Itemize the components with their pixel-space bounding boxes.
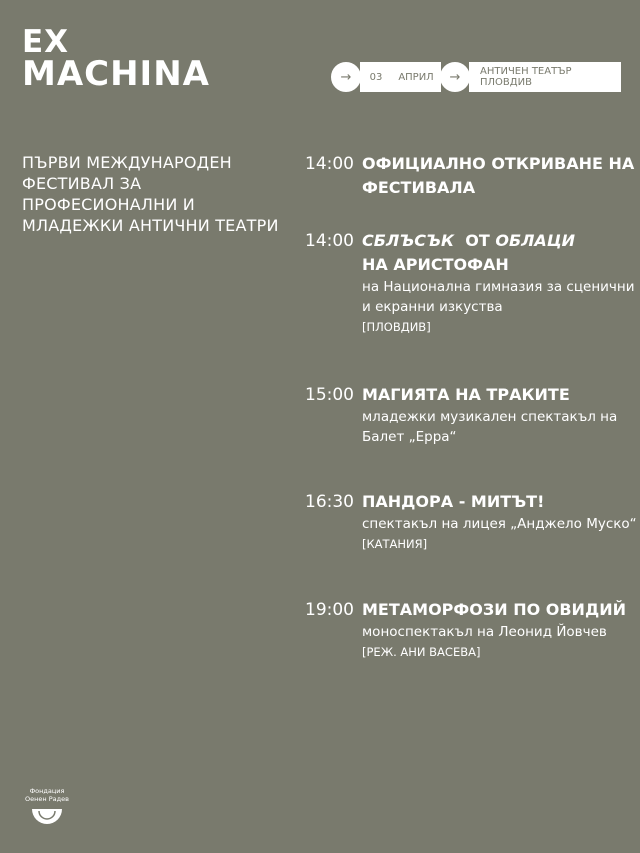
event-time: 19:00 [305,600,354,620]
month-label: АПРИЛ [391,62,441,92]
event-time: 16:30 [305,492,354,512]
day-label: 03 [360,62,392,92]
event-description: младежки музикален спектакъл на Балет „Ерра“ [362,409,618,445]
event-time: 14:00 [305,154,354,174]
event-title-part: СБЛЪСЪК [362,231,455,250]
event-note: [ПЛОВДИВ] [362,320,431,334]
event-description: на Национална гимназия за сценични и екранни изкуства [362,279,635,315]
date-venue-bar [331,62,620,92]
logo-line-2: MACHINA [22,54,210,94]
event-title [362,229,637,277]
festival-logo [22,24,210,94]
arrow-right-icon[interactable]: → [440,62,470,92]
event-time: 14:00 [305,231,354,251]
venue-label: АНТИЧЕН ТЕАТЪР ПЛОВДИВ [469,62,621,92]
arrow-right-icon[interactable]: → [331,62,361,92]
event-title-part: НА АРИСТОФАН [362,255,509,274]
foundation-line-1: Фондация [29,787,65,795]
foundation-emblem-icon [30,807,64,831]
event-note: [РЕЖ. АНИ ВАСЕВА] [362,645,481,659]
event-note: [КАТАНИЯ] [362,537,428,551]
event-time: 15:00 [305,385,354,405]
event-title-part: ОТ [465,231,490,250]
logo-line-1: EX [22,24,70,60]
festival-subtitle: ПЪРВИ МЕЖДУНАРОДЕН ФЕСТИВАЛ ЗА ПРОФЕСИОНАЛНИ И МЛАДЕЖКИ АНТИЧНИ ТЕАТРИ [22,153,279,235]
foundation-logo [20,787,74,831]
event-title: ПАНДОРА - МИТЪТ! [362,492,545,511]
event-title: МЕТАМОРФОЗИ ПО ОВИДИЙ [362,600,626,619]
event-title: МАГИЯТА НА ТРАКИТЕ [362,385,570,404]
event-title-part: ОБЛАЦИ [495,231,576,250]
event-description: моноспектакъл на Леонид Йовчев [362,624,607,640]
event-title: ОФИЦИАЛНО ОТКРИВАНЕ НА ФЕСТИВАЛА [362,154,635,197]
event-description: спектакъл на лицея „Анджело Муско“ [362,516,637,532]
foundation-line-2: Оенен Радев [25,795,69,803]
